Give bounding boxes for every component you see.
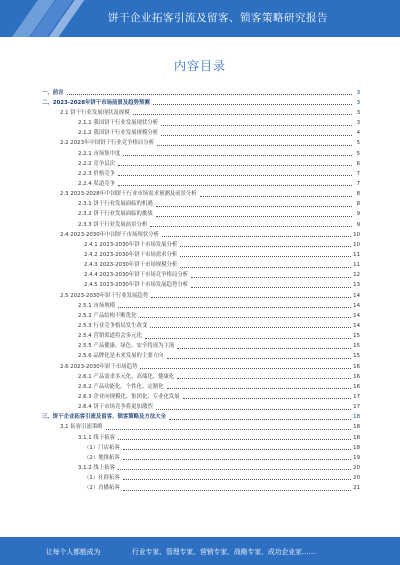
toc-entry[interactable] <box>42 279 360 289</box>
toc-entry-label: 2.3.3 饼干行业发展前景分析 <box>78 221 148 228</box>
toc-entry-page: 11 <box>353 262 360 269</box>
toc-dot-leader <box>177 348 351 349</box>
toc-dot-leader <box>156 206 352 207</box>
toc-dot-leader <box>191 277 351 278</box>
toc-entry[interactable] <box>42 116 360 126</box>
toc-dot-leader <box>180 246 351 247</box>
toc-entry-label: 三、饼干企业拓客引流及留客、锁客策略及方法大全 <box>42 414 166 421</box>
toc-entry-page: 21 <box>353 485 360 492</box>
toc-entry[interactable] <box>42 137 360 147</box>
toc-entry-label: 2.3.1 饼干行业发展面临的机遇 <box>78 201 153 208</box>
toc-entry[interactable] <box>42 431 360 441</box>
toc-entry-page: 14 <box>353 322 360 329</box>
toc-dot-leader <box>118 469 351 470</box>
toc-entry-page: 5 <box>356 150 360 157</box>
toc-entry-label: （2）地推拓客 <box>84 454 120 461</box>
toc-entry-page: 15 <box>353 333 360 340</box>
toc-dot-leader <box>169 419 351 420</box>
toc-dot-leader <box>183 398 351 399</box>
toc-entry[interactable] <box>42 411 360 421</box>
toc-entry-label: 2.3 2023-2028年中国饼干行业市场需求预测及前景分析 <box>60 191 197 198</box>
toc-dot-leader <box>167 358 352 359</box>
toc-entry[interactable] <box>42 309 360 319</box>
toc-entry-label: 2.5.5 产品健康、绿色、安全将成为主流 <box>78 343 175 350</box>
toc-entry-page: 13 <box>353 282 360 289</box>
toc-entry[interactable] <box>42 481 360 491</box>
toc-entry-label: 2.6.3 企业向规模化、集团化、专业化发展 <box>78 393 180 400</box>
toc-entry-page: 9 <box>356 221 360 228</box>
footer-tags: 行业专家、管理专家、营销专家、战略专家、成功企业家…… <box>132 548 316 556</box>
toc-entry-label: 2.2 2023年中国饼干行业竞争格局分析 <box>60 140 155 147</box>
toc-entry[interactable] <box>42 451 360 461</box>
toc-entry[interactable] <box>42 390 360 400</box>
toc-entry-page: 10 <box>353 231 360 238</box>
toc-dot-leader <box>161 125 352 126</box>
toc-entry-page: 18 <box>353 434 360 441</box>
toc-dot-leader <box>162 236 351 237</box>
toc-dot-leader <box>118 185 352 186</box>
toc-entry-page: 17 <box>353 393 360 400</box>
report-title: 饼干企业拓客引流及留客、锁客策略研究报告 <box>108 12 328 24</box>
toc-dot-leader <box>177 378 351 379</box>
toc-entry[interactable] <box>42 208 360 218</box>
toc-entry-label: 3.1.2 线上拓客 <box>78 464 115 471</box>
toc-entry-page: 3 <box>356 89 360 96</box>
toc-entry-page: 3 <box>356 110 360 117</box>
toc-entry[interactable] <box>42 421 360 431</box>
toc-entry-page: 19 <box>353 454 360 461</box>
toc-entry-label: （1）社群拓客 <box>84 475 120 482</box>
toc-entry[interactable] <box>42 167 360 177</box>
toc-entry[interactable] <box>42 218 360 228</box>
toc-entry-page: 3 <box>356 120 360 127</box>
toc-dot-leader <box>191 287 351 288</box>
toc-entry-page: 5 <box>356 140 360 147</box>
toc-dot-leader <box>156 409 351 410</box>
toc-entry[interactable] <box>42 319 360 329</box>
toc-entry-label: 2.2.2 竞争层次 <box>78 160 115 167</box>
toc-dot-leader <box>167 388 352 389</box>
toc-dot-leader <box>150 327 351 328</box>
toc-dot-leader <box>145 338 351 339</box>
toc-dot-leader <box>118 307 351 308</box>
toc-entry-page: 20 <box>353 475 360 482</box>
toc-entry[interactable] <box>42 340 360 350</box>
toc-entry-label: 一、前言 <box>42 89 64 96</box>
toc-entry-label: 2.3.2 饼干行业发展面临的挑战 <box>78 211 153 218</box>
toc-list <box>42 86 360 492</box>
toc-dot-leader <box>118 439 351 440</box>
toc-entry-label: 2.6.2 产品功能化、个性化、定制化 <box>78 383 164 390</box>
toc-dot-leader <box>67 94 352 95</box>
toc-entry[interactable] <box>42 471 360 481</box>
toc-entry-label: 3.1.1 线下拓客 <box>78 434 115 441</box>
toc-entry-label: 2.5.2 产品结构不断优化 <box>78 312 137 319</box>
toc-entry-label: 2.5 2023-2030年饼干行业发展趋势 <box>60 292 149 299</box>
toc-dot-leader <box>150 226 352 227</box>
toc-entry-label: 2.6 2023-2030年饼干市场趋势 <box>60 363 138 370</box>
toc-entry-page: 15 <box>353 343 360 350</box>
toc-entry[interactable] <box>42 289 360 299</box>
toc-entry[interactable] <box>42 157 360 167</box>
toc-dot-leader <box>161 135 352 136</box>
toc-entry[interactable] <box>42 380 360 390</box>
toc-entry-label: 二、2023-2028年饼干市场前景及趋势预测 <box>42 99 150 106</box>
toc-entry-page: 11 <box>353 251 360 258</box>
toc-entry[interactable] <box>42 106 360 116</box>
toc-dot-leader <box>118 165 352 166</box>
toc-entry-label: 2.5.4 营销渠道将会多元化 <box>78 333 142 340</box>
toc-entry[interactable] <box>42 147 360 157</box>
toc-entry-page: 12 <box>353 272 360 279</box>
toc-dot-leader <box>156 216 352 217</box>
toc-entry[interactable] <box>42 360 360 370</box>
toc-entry[interactable] <box>42 238 360 248</box>
toc-dot-leader <box>123 459 351 460</box>
footer-slogan: 让每个人都能成为 <box>46 548 101 556</box>
toc-dot-leader <box>180 267 351 268</box>
toc-dot-leader <box>106 429 352 430</box>
toc-dot-leader <box>140 368 351 369</box>
toc-entry-page: 17 <box>353 404 360 411</box>
toc-entry[interactable] <box>42 198 360 208</box>
toc-entry-label: 2.2.1 市场集中度 <box>78 150 121 157</box>
toc-entry[interactable] <box>42 248 360 258</box>
toc-dot-leader <box>123 449 351 450</box>
toc-entry-page: 16 <box>353 383 360 390</box>
toc-entry-label: 2.2.4 渠道竞争 <box>78 181 115 187</box>
toc-entry-page: 18 <box>353 414 360 421</box>
toc-entry-page: 3 <box>356 99 360 106</box>
toc-dot-leader <box>133 114 352 115</box>
toc-entry[interactable] <box>42 177 360 187</box>
toc-dot-leader <box>200 196 352 197</box>
toc-dot-leader <box>153 104 352 105</box>
toc-entry[interactable] <box>42 441 360 451</box>
toc-entry-label: （2）直播拓客 <box>84 485 120 492</box>
toc-entry-label: 2.6.4 饼干市场竞争将更加激烈 <box>78 404 153 411</box>
toc-entry[interactable] <box>42 269 360 279</box>
toc-entry[interactable] <box>42 329 360 339</box>
toc-entry-label: 2.4.1 2023-2030年饼干市场发展分析 <box>84 241 178 248</box>
toc-entry-page: 14 <box>353 292 360 299</box>
toc-entry-label: 2.5.3 行业竞争格局发生改变 <box>78 322 148 329</box>
toc-entry-label: 2.2.3 价格竞争 <box>78 170 115 177</box>
toc-entry[interactable] <box>42 86 360 96</box>
toc-entry[interactable] <box>42 350 360 360</box>
toc-entry-label: 2.4.3 2023-2030年饼干市场规模分析 <box>84 262 178 269</box>
toc-entry-label: 2.4.5 2023-2030年饼干市场发展趋势分析 <box>84 282 189 289</box>
toc-entry-page: 16 <box>353 363 360 370</box>
toc-entry-page: 14 <box>353 312 360 319</box>
toc-entry[interactable] <box>42 299 360 309</box>
toc-entry[interactable] <box>42 400 360 410</box>
toc-title: 内容目录 <box>173 59 226 73</box>
toc-entry-label: 2.4 2023-2030年中国饼干市场现状分析 <box>60 231 159 238</box>
toc-entry[interactable] <box>42 370 360 380</box>
toc-dot-leader <box>157 145 352 146</box>
toc-entry[interactable] <box>42 187 360 197</box>
toc-entry-page: 7 <box>356 170 360 177</box>
toc-entry[interactable] <box>42 127 360 137</box>
toc-entry-label: （1）门店拓客 <box>84 444 120 451</box>
toc-entry-label: 2.4.4 2023-2030年饼干市场竞争格局分析 <box>84 272 189 279</box>
toc-entry-page: 4 <box>356 130 360 137</box>
toc-entry-page: 7 <box>356 181 360 187</box>
toc-entry-page: 8 <box>356 191 360 198</box>
toc-entry[interactable] <box>42 228 360 238</box>
toc-entry-label: 2.6.1 产品需求多元化、高端化、健康化 <box>78 373 175 380</box>
footer-band <box>0 537 400 565</box>
toc-entry-page: 16 <box>353 373 360 380</box>
toc-entry-page: 6 <box>356 160 360 167</box>
toc-entry-label: 2.5.1 市场规模 <box>78 302 115 309</box>
header-band <box>0 0 400 37</box>
toc-entry-label: 2.1 饼干行业发展现状及规模 <box>60 110 130 117</box>
toc-entry[interactable] <box>42 461 360 471</box>
toc-entry-page: 18 <box>353 444 360 451</box>
toc-entry-page: 8 <box>356 201 360 208</box>
toc-entry-label: 2.1.2 我国饼干行业发展规模分析 <box>78 130 159 137</box>
toc-dot-leader <box>123 490 351 491</box>
toc-entry-label: 2.4.2 2023-2030年饼干市场需求分析 <box>84 251 178 258</box>
toc-entry-page: 15 <box>353 353 360 360</box>
toc-entry-label: 3.1 拓客引流策略 <box>60 424 103 431</box>
toc-dot-leader <box>123 155 352 156</box>
toc-dot-leader <box>151 297 351 298</box>
toc-dot-leader <box>123 479 351 480</box>
toc-dot-leader <box>180 256 351 257</box>
toc-entry-page: 14 <box>353 302 360 309</box>
toc-dot-leader <box>140 317 352 318</box>
toc-entry-page: 20 <box>353 464 360 471</box>
toc-dot-leader <box>118 175 352 176</box>
toc-entry-label: 2.1.1 我国饼干行业发展现状分析 <box>78 120 159 127</box>
toc-entry-page: 9 <box>356 211 360 218</box>
toc-entry-label: 2.5.6 品牌化是未来发展的主要方向 <box>78 353 164 360</box>
toc-entry[interactable] <box>42 258 360 268</box>
toc-entry-page: 18 <box>353 424 360 431</box>
toc-entry-page: 10 <box>353 241 360 248</box>
toc-entry[interactable] <box>42 96 360 106</box>
